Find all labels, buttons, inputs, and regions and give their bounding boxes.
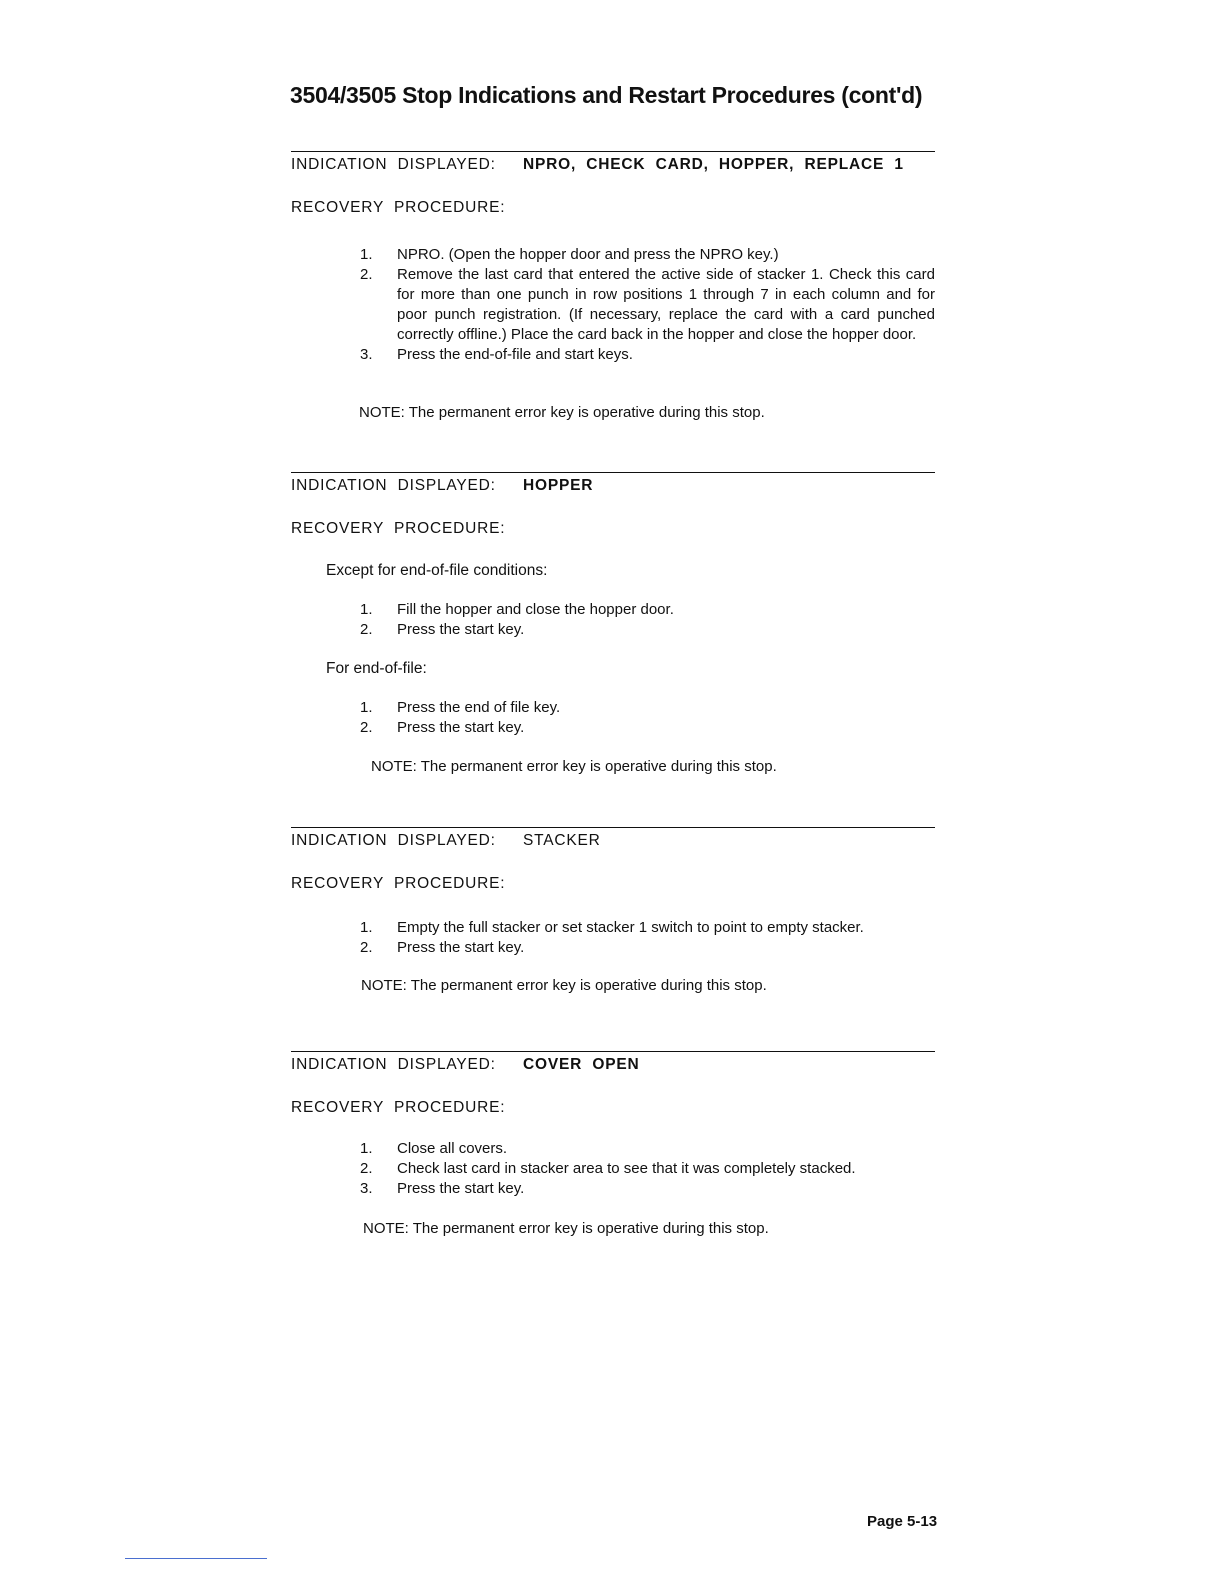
indication-value: COVER OPEN: [523, 1056, 640, 1073]
indication-label: INDICATION DISPLAYED:: [291, 156, 496, 173]
note: NOTE: The permanent error key is operative during this stop.: [363, 1220, 769, 1237]
indication-value: NPRO, CHECK CARD, HOPPER, REPLACE 1: [523, 156, 904, 173]
recovery-label: RECOVERY PROCEDURE:: [291, 1099, 506, 1116]
step-list: [360, 918, 935, 958]
indication-row: [291, 156, 935, 176]
indication-row: [291, 1056, 935, 1076]
indication-label: INDICATION DISPLAYED:: [291, 477, 496, 494]
step-number: 1.: [360, 1140, 373, 1157]
section-divider: [291, 1051, 935, 1052]
step-number: 1.: [360, 919, 373, 936]
indication-row: [291, 477, 935, 497]
section-hopper: [291, 472, 935, 782]
section-divider: [291, 472, 935, 473]
step-number: 1.: [360, 601, 373, 618]
list-item: [360, 620, 935, 640]
step-text: Press the start key.: [397, 621, 525, 638]
recovery-label: RECOVERY PROCEDURE:: [291, 875, 506, 892]
step-text: Press the end-of-file and start keys.: [397, 346, 633, 363]
step-number: 1.: [360, 246, 373, 263]
recovery-label: RECOVERY PROCEDURE:: [291, 520, 506, 537]
note: NOTE: The permanent error key is operative during this stop.: [371, 758, 777, 775]
step-text: Fill the hopper and close the hopper door.: [397, 601, 674, 618]
list-item: [360, 1139, 935, 1159]
section-npro: [291, 151, 935, 431]
step-text: NPRO. (Open the hopper door and press the NPRO key.): [397, 246, 779, 263]
list-item: [360, 600, 935, 620]
recovery-label: RECOVERY PROCEDURE:: [291, 199, 506, 216]
step-list: [360, 1139, 935, 1199]
step-text: Remove the last card that entered the active side of stacker 1. Check this card for more than one punch in row positions 1 through 7 in each column and for poor punch registration. (If necessary, replace the card with a card punched correctly offline.) Place the card back in the hopper and close the hopper door.: [397, 266, 935, 343]
step-text: Press the end of file key.: [397, 699, 561, 716]
step-number: 2.: [360, 939, 373, 956]
indication-value: STACKER: [523, 832, 601, 849]
list-item: [360, 1159, 935, 1179]
step-number: 3.: [360, 346, 373, 363]
step-number: 2.: [360, 719, 373, 736]
page-title: 3504/3505 Stop Indications and Restart Procedures (cont'd): [290, 82, 923, 108]
list-item: [360, 245, 935, 265]
step-list: [360, 600, 935, 640]
section-stacker: [291, 827, 935, 1007]
list-item: [360, 345, 935, 365]
step-number: 2.: [360, 1160, 373, 1177]
step-text: Press the start key.: [397, 719, 525, 736]
step-number: 2.: [360, 266, 373, 283]
step-number: 1.: [360, 699, 373, 716]
step-text: Press the start key.: [397, 1180, 525, 1197]
list-item: [360, 938, 935, 958]
indication-label: INDICATION DISPLAYED:: [291, 1056, 496, 1073]
sub-heading: Except for end-of-file conditions:: [326, 562, 548, 579]
note: NOTE: The permanent error key is operative during this stop.: [361, 977, 767, 994]
step-text: Press the start key.: [397, 939, 525, 956]
step-number: 2.: [360, 621, 373, 638]
indication-label: INDICATION DISPLAYED:: [291, 832, 496, 849]
indication-value: HOPPER: [523, 477, 594, 494]
step-list: [360, 698, 935, 738]
step-text: Close all covers.: [397, 1140, 508, 1157]
section-divider: [291, 827, 935, 828]
list-item: [360, 918, 935, 938]
list-item: [360, 698, 935, 718]
page-number: Page 5-13: [867, 1513, 938, 1530]
step-number: 3.: [360, 1180, 373, 1197]
section-cover-open: [291, 1051, 935, 1251]
list-item: [360, 265, 935, 345]
footer-divider: [125, 1558, 267, 1559]
indication-row: [291, 832, 935, 852]
step-text: Empty the full stacker or set stacker 1 switch to point to empty stacker.: [397, 919, 864, 936]
list-item: [360, 1179, 935, 1199]
step-text: Check last card in stacker area to see that it was completely stacked.: [397, 1160, 856, 1177]
section-divider: [291, 151, 935, 152]
note: NOTE: The permanent error key is operative during this stop.: [359, 404, 765, 421]
list-item: [360, 718, 935, 738]
step-list: [360, 245, 935, 365]
sub-heading: For end-of-file:: [326, 660, 427, 677]
